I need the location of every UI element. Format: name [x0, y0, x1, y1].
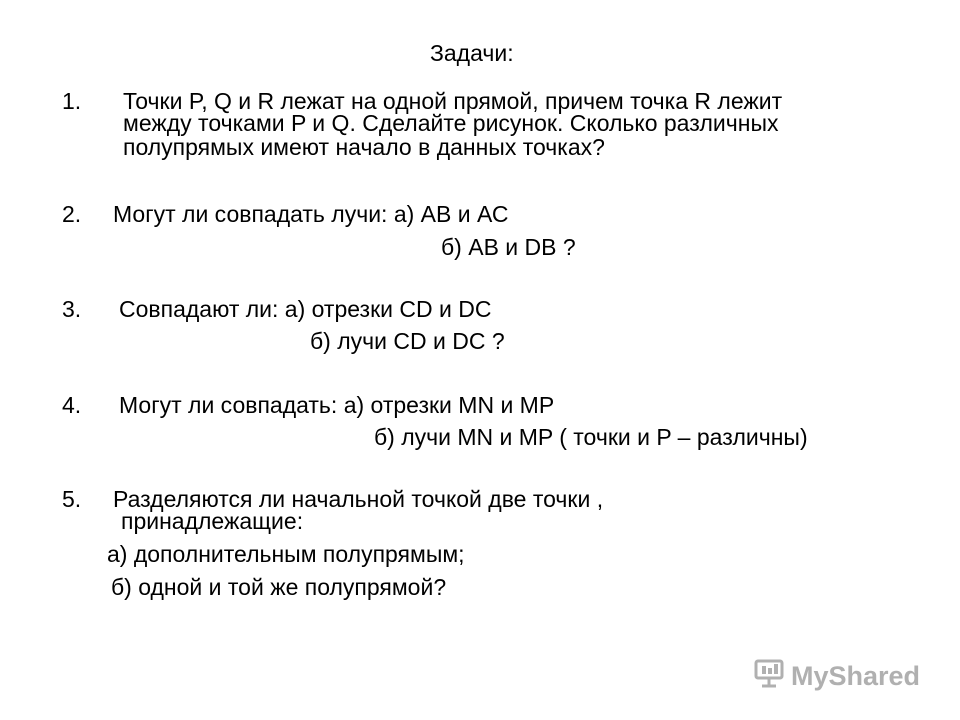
presentation-board-icon: [753, 658, 785, 695]
task-5-line-4: б) одной и той же полупрямой?: [111, 574, 447, 600]
task-4-line-1: Могут ли совпадать: а) отрезки MN и MP: [119, 392, 555, 418]
task-5-line-3: а) дополнительным полупрямым;: [107, 541, 465, 567]
task-2-line-1: Могут ли совпадать лучи: а) АВ и АС: [113, 201, 509, 227]
myshared-watermark: [753, 658, 920, 695]
task-1-line-1: Точки P, Q и R лежат на одной прямой, причем точка R лежит: [123, 88, 783, 114]
task-1-line-2: между точками P и Q. Сделайте рисунок. Сколько различных: [123, 110, 779, 136]
task-5-line-2: принадлежащие:: [121, 508, 304, 534]
task-2-line-2: б) АВ и DВ ?: [441, 234, 576, 260]
task-3-line-2: б) лучи CD и DC ?: [310, 328, 505, 354]
task-4-number: 4.: [62, 392, 82, 418]
task-3-number: 3.: [62, 296, 82, 322]
task-3-line-1: Совпадают ли: а) отрезки CD и DC: [119, 296, 492, 322]
task-4-line-2: б) лучи MN и MP ( точки и P – различны): [374, 424, 808, 450]
slide-title: Задачи:: [430, 40, 514, 66]
task-1-number: 1.: [62, 88, 82, 114]
task-5-number: 5.: [62, 486, 82, 512]
task-1-line-3: полупрямых имеют начало в данных точках?: [123, 134, 605, 160]
task-5-line-1: Разделяются ли начальной точкой две точки ,: [113, 486, 604, 512]
watermark-text: MyShared: [790, 661, 920, 691]
task-2-number: 2.: [62, 201, 82, 227]
